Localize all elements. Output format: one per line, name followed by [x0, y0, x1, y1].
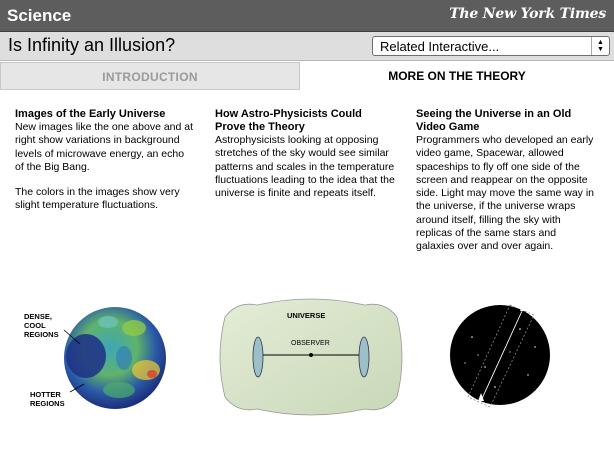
- column-heading: How Astro-Physicists Could Prove the Theory: [215, 108, 362, 133]
- hotter-regions-label: HOTTER REGIONS: [30, 390, 65, 408]
- column-paragraph: New images like the one above and at right show variations in background levels of microwave energy, an echo of the Big Bang.: [15, 121, 194, 173]
- tab-more-on-the-theory[interactable]: MORE ON THE THEORY: [300, 62, 614, 90]
- nyt-logo[interactable]: The New York Times: [449, 6, 606, 22]
- universe-label: UNIVERSE: [287, 311, 326, 320]
- section-name[interactable]: Science: [7, 6, 72, 25]
- universe-observer-diagram: [217, 297, 405, 417]
- spacewar-sphere-image: [450, 297, 554, 415]
- column-video-game: [416, 108, 596, 254]
- section-header: [0, 0, 614, 32]
- spacewar-figure: [450, 297, 554, 415]
- column-heading: Images of the Early Universe: [15, 108, 166, 120]
- related-interactive-select[interactable]: [372, 36, 610, 56]
- dense-regions-label: DENSE, COOL REGIONS: [24, 312, 59, 339]
- related-select-value: Related Interactive...: [380, 39, 500, 54]
- tab-bar: [0, 62, 614, 90]
- title-bar: [0, 32, 614, 61]
- cmb-sphere-image: [24, 298, 194, 418]
- page-title: Is Infinity an Illusion?: [8, 35, 176, 55]
- column-astrophysicists: [215, 108, 395, 200]
- column-early-universe: [15, 108, 195, 213]
- select-arrows-icon: ▲ ▼: [591, 37, 609, 55]
- column-paragraph: Programmers who developed an early video game, Spacewar, allowed spaceships to fly off one side of the screen and reappear on the opposite side. Light may move the same way in the universe, if the universe wraps around itself, filling the sky with replicas of the same stars and galaxies over and over again.: [416, 134, 594, 253]
- column-paragraph: Astrophysicists looking at opposing stretches of the sky would see similar patterns and scales in the temperature fluctuations leading to the idea that the universe is finite and repeats itself.: [215, 134, 395, 200]
- tab-introduction[interactable]: INTRODUCTION: [0, 62, 300, 90]
- microwave-background-figure: [24, 298, 194, 418]
- column-paragraph: The colors in the images show very slight temperature fluctuations.: [15, 186, 180, 212]
- column-heading: Seeing the Universe in an Old Video Game: [416, 108, 572, 133]
- observer-label: OBSERVER: [291, 340, 330, 347]
